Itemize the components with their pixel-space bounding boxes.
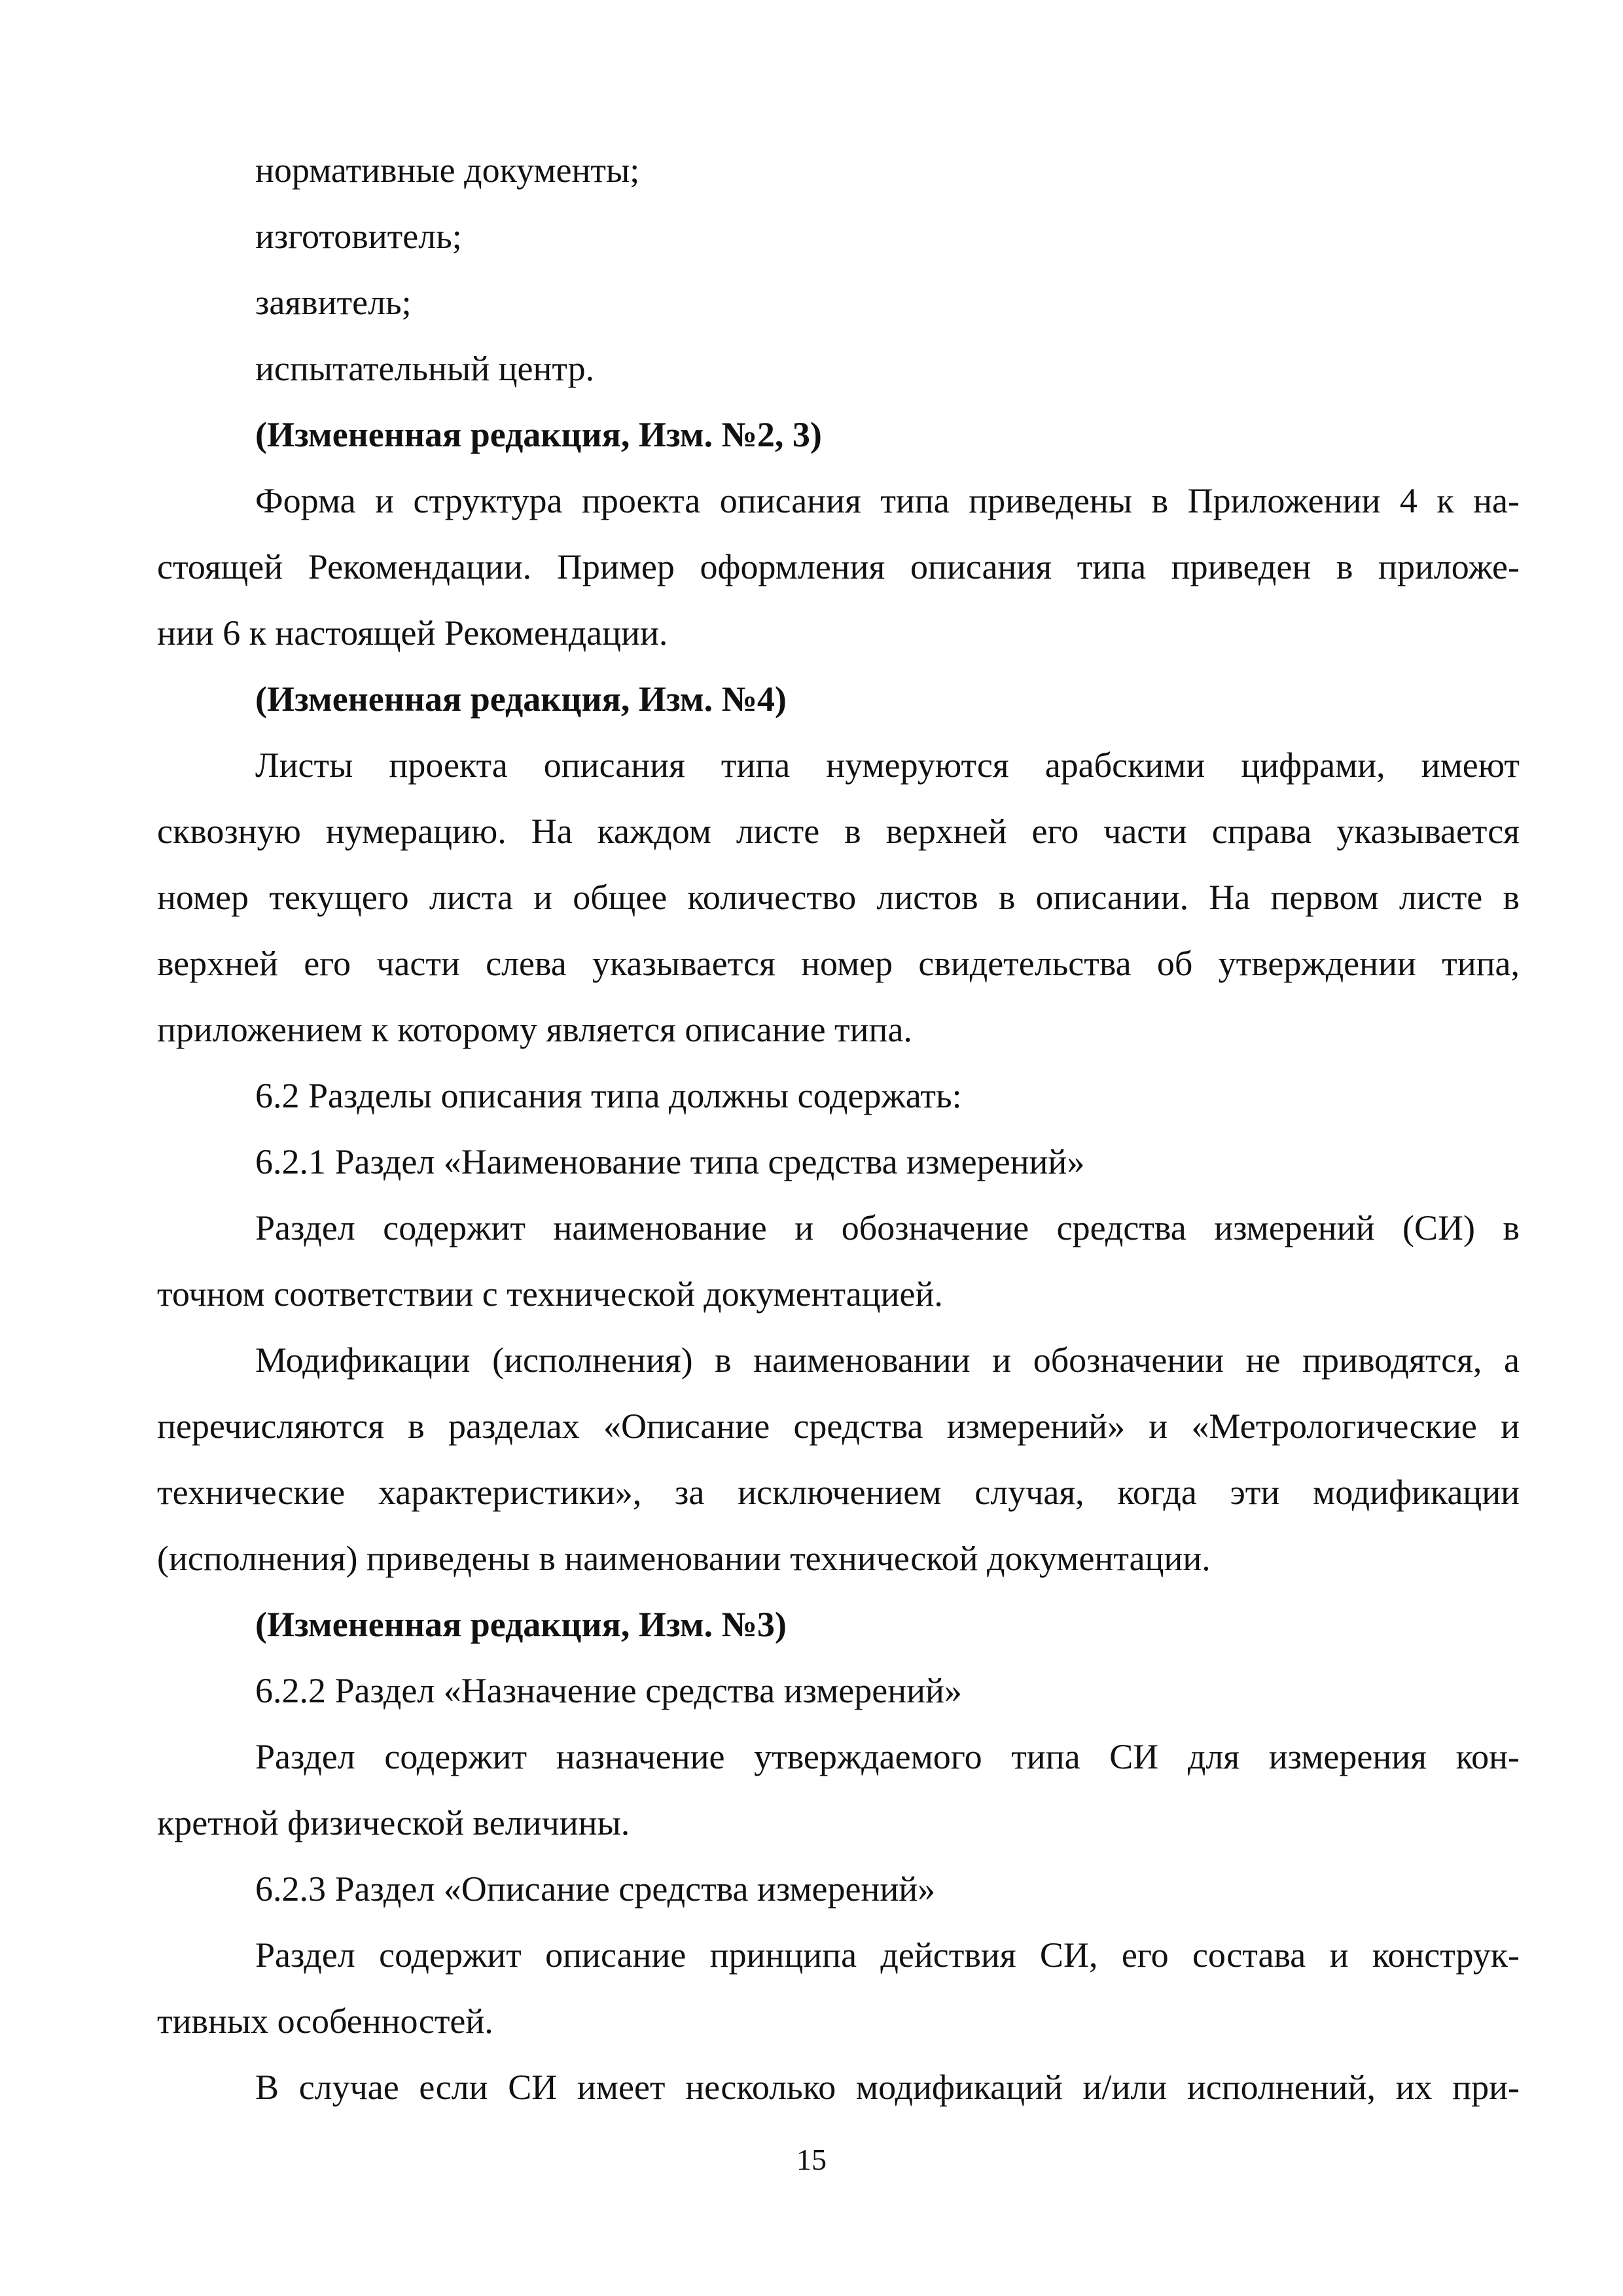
- paragraph-sheets-line-1: Листы проекта описания типа нумеруются арабскими цифрами, имеют: [255, 745, 1520, 785]
- section-heading-6-2: 6.2 Разделы описания типа должны содержать:: [255, 1076, 962, 1115]
- document-page: [157, 137, 1520, 2121]
- amendment-note-2-3: (Измененная редакция, Изм. №2, 3): [255, 415, 822, 454]
- list-item-applicant: заявитель;: [255, 283, 412, 322]
- list-item-normative-documents: нормативные документы;: [255, 151, 640, 190]
- paragraph-form-structure-line-2: стоящей Рекомендации. Пример оформления описания типа приведен в приложе-: [157, 547, 1520, 586]
- paragraph-sheets-line-3: номер текущего листа и общее количество листов в описании. На первом листе в: [157, 878, 1520, 917]
- paragraph-description-line-2: тивных особенностей.: [157, 2001, 493, 2041]
- paragraph-modifications-line-3: технические характеристики», за исключением случая, когда эти модификации: [157, 1473, 1520, 1512]
- page-number: 15: [796, 2143, 827, 2176]
- paragraph-form-structure-line-3: нии 6 к настоящей Рекомендации.: [157, 613, 668, 653]
- section-heading-6-2-1: 6.2.1 Раздел «Наименование типа средства измерений»: [255, 1142, 1085, 1181]
- paragraph-purpose-line-2: кретной физической величины.: [157, 1803, 630, 1842]
- list-item-manufacturer: изготовитель;: [255, 217, 462, 256]
- paragraph-name-line-1: Раздел содержит наименование и обозначение средства измерений (СИ) в: [255, 1208, 1520, 1247]
- paragraph-purpose-line-1: Раздел содержит назначение утверждаемого типа СИ для измерения кон-: [255, 1737, 1520, 1776]
- paragraph-modifications-line-4: (исполнения) приведены в наименовании технической документации.: [157, 1539, 1211, 1578]
- paragraph-sheets-line-4: верхней его части слева указывается номер свидетельства об утверждении типа,: [157, 944, 1520, 983]
- paragraph-form-structure-line-1: Форма и структура проекта описания типа приведены в Приложении 4 к на-: [255, 481, 1520, 520]
- section-heading-6-2-2: 6.2.2 Раздел «Назначение средства измерений»: [255, 1671, 962, 1710]
- amendment-note-4: (Измененная редакция, Изм. №4): [255, 679, 787, 719]
- list-item-testing-center: испытательный центр.: [255, 349, 595, 388]
- paragraph-description-line-1: Раздел содержит описание принципа действия СИ, его состава и конструк-: [255, 1935, 1520, 1975]
- paragraph-sheets-line-5: приложением к которому является описание типа.: [157, 1010, 912, 1049]
- section-heading-6-2-3: 6.2.3 Раздел «Описание средства измерений»: [255, 1869, 936, 1909]
- amendment-note-3: (Измененная редакция, Изм. №3): [255, 1605, 787, 1644]
- paragraph-modifications-case-line-1: В случае если СИ имеет несколько модификаций и/или исполнений, их при-: [255, 2068, 1520, 2107]
- paragraph-modifications-line-1: Модификации (исполнения) в наименовании и обозначении не приводятся, а: [255, 1340, 1520, 1380]
- paragraph-name-line-2: точном соответствии с технической документацией.: [157, 1274, 943, 1314]
- paragraph-modifications-line-2: перечисляются в разделах «Описание средства измерений» и «Метрологические и: [157, 1407, 1520, 1446]
- paragraph-sheets-line-2: сквозную нумерацию. На каждом листе в верхней его части справа указывается: [157, 812, 1520, 851]
